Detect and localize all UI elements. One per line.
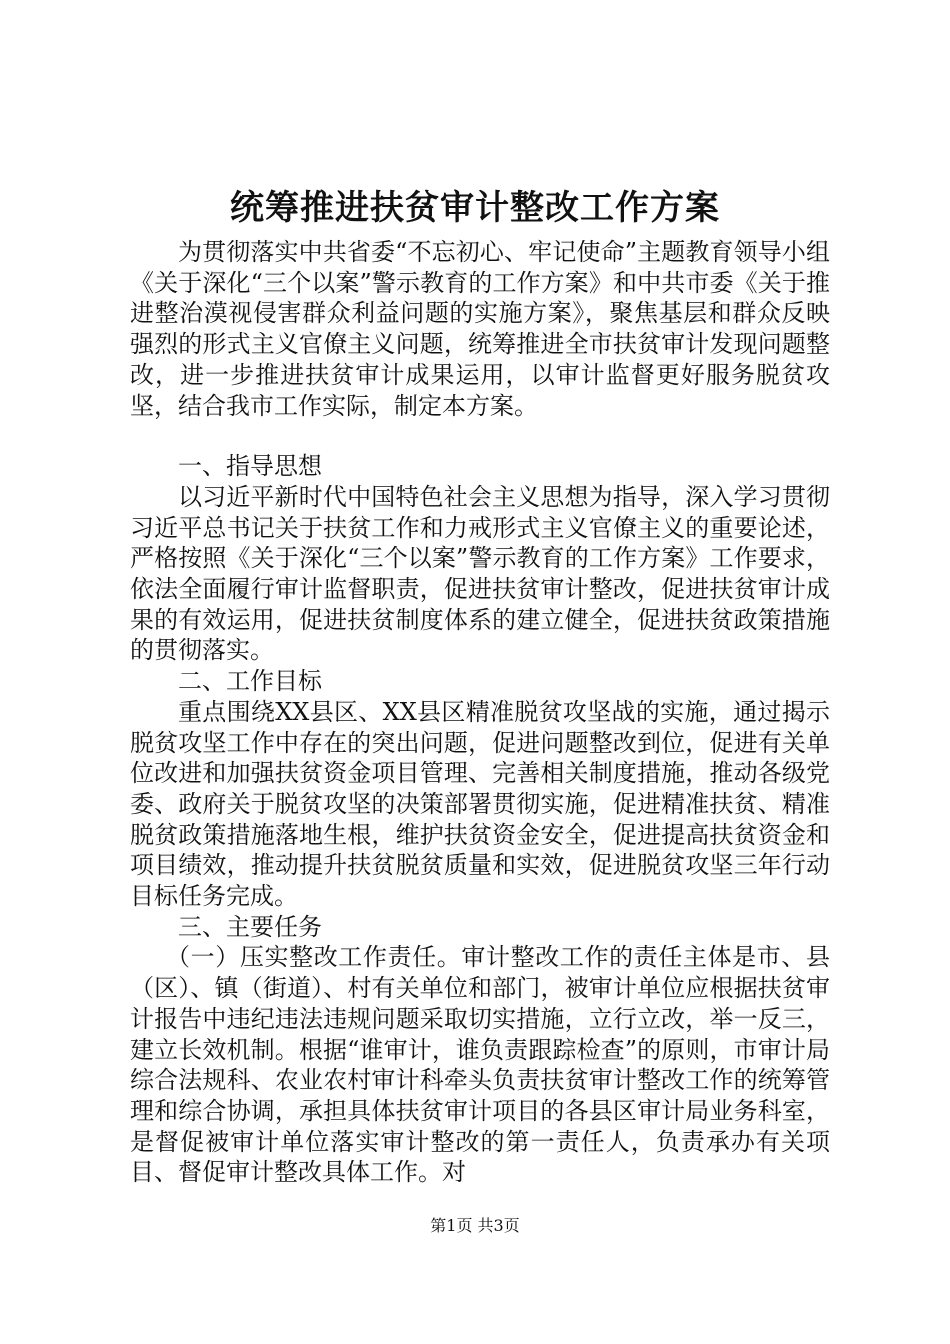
section-body-guiding-ideology: 以习近平新时代中国特色社会主义思想为指导，深入学习贯彻习近平总书记关于扶贫工作和力戒形式主义官僚主义的重要论述，严格按照《关于深化“三个以案”警示教育的工作方案》工作要求，依法全面履行审计监督职责，促进扶贫审计整改，促进扶贫审计成果的有效运用，促进扶贫制度体系的建立健全，促进扶贫政策措施的贯彻落实。 bbox=[130, 482, 830, 665]
section-heading-guiding-ideology: 一、指导思想 bbox=[178, 452, 322, 481]
section-body-main-tasks: （一）压实整改工作责任。审计整改工作的责任主体是市、县（区）、镇（街道）、村有关单位和部门，被审计单位应根据扶贫审计报告中违纪违法违规问题采取切实措施，立行立改，举一反三，建立长效机制。根据“谁审计，谁负责跟踪检查”的原则，市审计局综合法规科、农业农村审计科牵头负责扶贫审计整改工作的统筹管理和综合协调，承担具体扶贫审计项目的各县区审计局业务科室，是督促被审计单位落实审计整改的第一责任人，负责承办有关项目、督促审计整改具体工作。对 bbox=[130, 943, 830, 1187]
document-body bbox=[130, 237, 830, 1188]
section-heading-work-goals: 二、工作目标 bbox=[178, 667, 322, 696]
document-title: 统筹推进扶贫审计整改工作方案 bbox=[230, 188, 720, 228]
intro-paragraph: 为贯彻落实中共省委“不忘初心、牢记使命”主题教育领导小组《关于深化“三个以案”警示教育的工作方案》和中共市委《关于推进整治漠视侵害群众利益问题的实施方案》，聚焦基层和群众反映强烈的形式主义官僚主义问题，统筹推进全市扶贫审计发现问题整改，进一步推进扶贫审计成果运用，以审计监督更好服务脱贫攻坚，结合我市工作实际，制定本方案。 bbox=[130, 238, 830, 420]
page-number-footer: 第1页 共3页 bbox=[430, 1216, 520, 1235]
section-body-work-goals: 重点围绕XX县区、XX县区精准脱贫攻坚战的实施，通过揭示脱贫攻坚工作中存在的突出问题，促进问题整改到位，促进有关单位改进和加强扶贫资金项目管理、完善相关制度措施，推动各级党委、政府关于脱贫攻坚的决策部署贯彻实施，促进精准扶贫、精准脱贫政策措施落地生根，维护扶贫资金安全，促进提高扶贫资金和项目绩效，推动提升扶贫脱贫质量和实效，促进脱贫攻坚三年行动目标任务完成。 bbox=[130, 697, 830, 911]
section-heading-main-tasks: 三、主要任务 bbox=[178, 912, 322, 941]
